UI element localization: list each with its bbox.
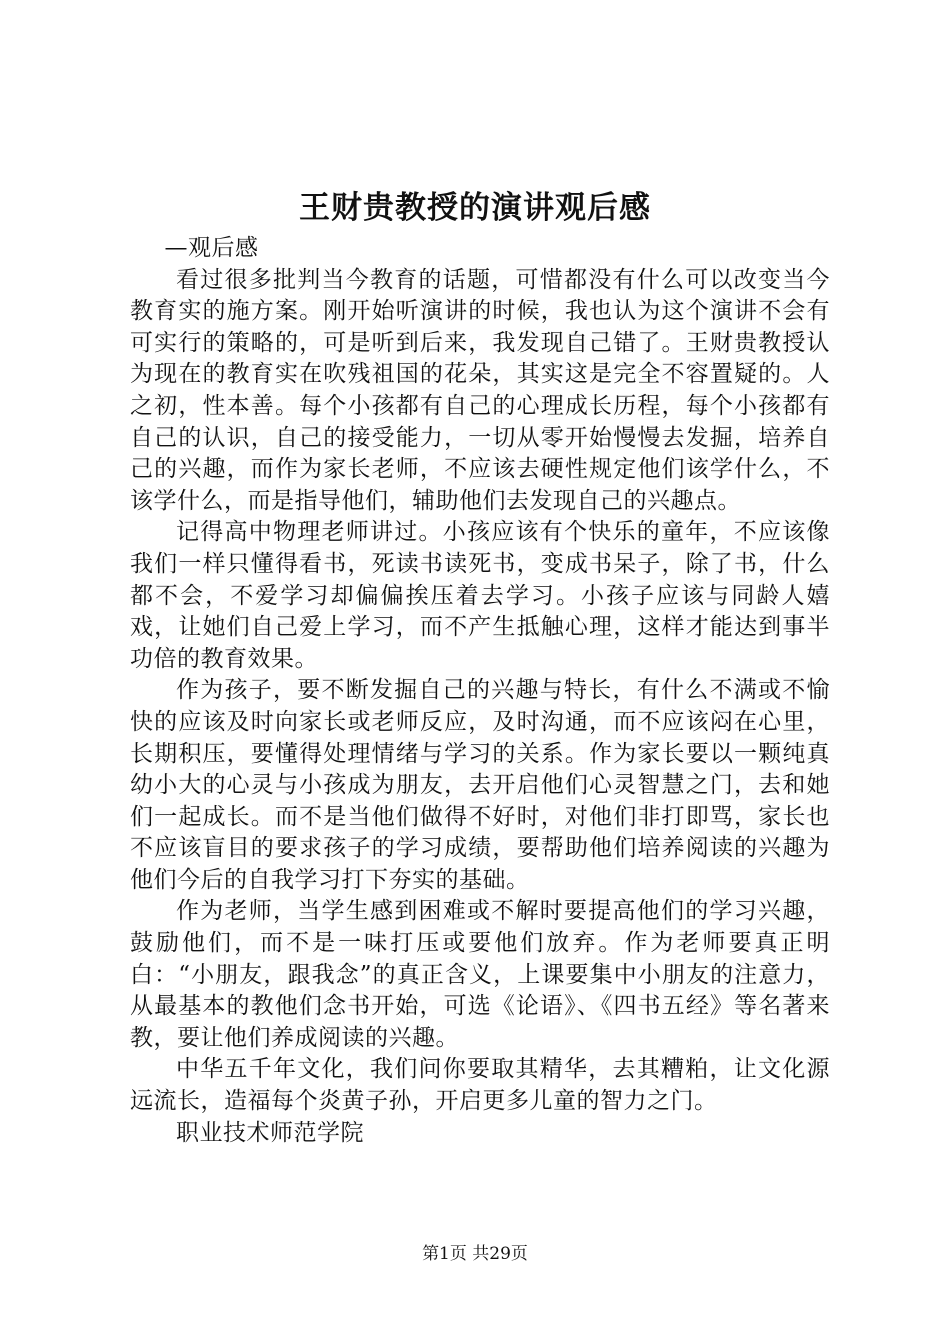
- paragraph-2: 记得高中物理老师讲过。小孩应该有个快乐的童年，不应该像我们一样只懂得看书，死读书读死书，变成书呆子，除了书，什么都不会，不爱学习却偏偏挨压着去学习。小孩子应该与同龄人嬉戏，让她们自己爱上学习，而不产生抵触心理，这样才能达到事半功倍的教育效果。: [130, 519, 830, 672]
- document-subtitle: —观后感: [164, 235, 259, 261]
- author-affiliation: 职业技术师范学院: [176, 1119, 364, 1146]
- document-body: [130, 233, 830, 1149]
- page-number: 第1页 共29页: [422, 1244, 528, 1264]
- paragraph-1: 看过很多批判当今教育的话题，可惜都没有什么可以改变当今教育实的施方案。刚开始听演讲的时候，我也认为这个演讲不会有可实行的策略的，可是听到后来，我发现自己错了。王财贵教授认为现在的教育实在吹残祖国的花朵，其实这是完全不容置疑的。人之初，性本善。每个小孩都有自己的心理成长历程，每个小孩都有自己的认识，自己的接受能力，一切从零开始慢慢去发掘，培养自己的兴趣，而作为家长老师，不应该去硬性规定他们该学什么，不该学什么，而是指导他们，辅助他们去发现自己的兴趣点。: [130, 266, 830, 514]
- paragraph-4: 作为老师，当学生感到困难或不解时要提高他们的学习兴趣，鼓励他们，而不是一味打压或要他们放弃。作为老师要真正明白：“小朋友，跟我念”的真正含义，上课要集中小朋友的注意力，从最基本的教他们念书开始，可选《论语》、《四书五经》等名著来教，要让他们养成阅读的兴趣。: [130, 898, 830, 1051]
- document-title: 王财贵教授的演讲观后感: [299, 190, 651, 226]
- paragraph-3: 作为孩子，要不断发掘自己的兴趣与特长，有什么不满或不愉快的应该及时向家长或老师反应，及时沟通，而不应该闷在心里，长期积压，要懂得处理情绪与学习的关系。作为家长要以一颗纯真幼小大的心灵与小孩成为朋友，去开启他们心灵智慧之门，去和她们一起成长。而不是当他们做得不好时，对他们非打即骂，家长也不应该盲目的要求孩子的学习成绩，要帮助他们培养阅读的兴趣为他们今后的自我学习打下夯实的基础。: [130, 677, 830, 893]
- paragraph-5: 中华五千年文化，我们问你要取其精华，去其糟粕，让文化源远流长，造福每个炎黄子孙，开启更多儿童的智力之门。: [130, 1056, 830, 1115]
